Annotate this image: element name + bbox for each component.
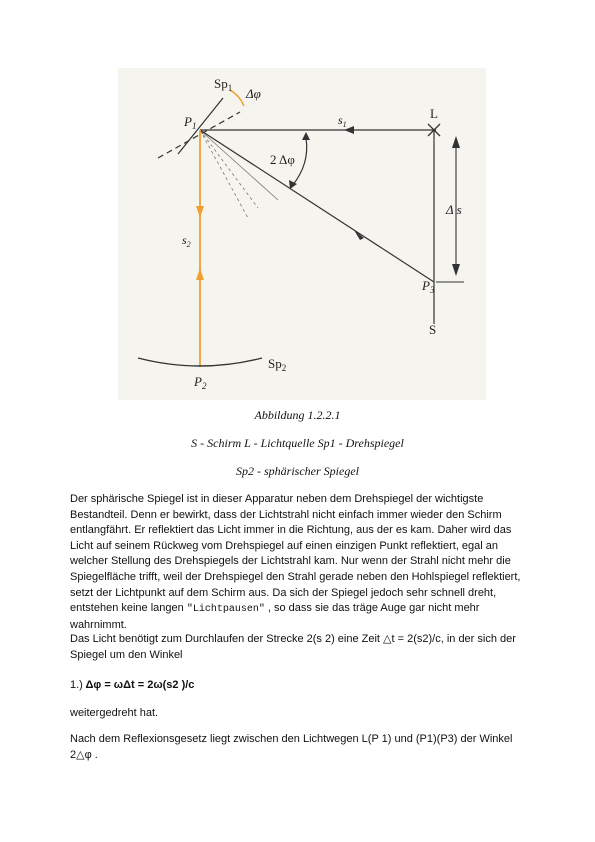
equation-1 xyxy=(70,678,530,694)
text-line: Nach dem Reflexionsgesetz liegt zwischen den Lichtwegen L(P 1) und (P1)(P3) der Winkel xyxy=(70,733,513,745)
label-sp1: $Sp_1$ xyxy=(214,76,233,93)
figure xyxy=(118,68,486,400)
text-line: 2△φ . xyxy=(70,748,98,761)
caption-title: Abbildung 1.2.2.1 xyxy=(254,408,341,422)
caption-legend-1: S - Schirm L - Lichtquelle Sp1 - Drehspiegel xyxy=(191,436,404,450)
label-dphi: Δφ xyxy=(246,86,261,101)
label-p1: $P_1$ xyxy=(184,114,197,131)
label-two-dphi: 2 Δφ xyxy=(270,152,295,167)
fan-ray xyxy=(200,130,248,218)
mirror-sp1-dashed xyxy=(158,112,240,158)
equation-number: 1.) xyxy=(70,679,83,691)
label-sp2: $Sp_2$ xyxy=(268,356,287,373)
label-delta-s: Δ s xyxy=(446,202,462,217)
label-p3: $P_3$ xyxy=(422,278,435,295)
text-line: Der sphärische Spiegel ist in dieser Apparatur neben dem Drehspiegel der wichtigste xyxy=(70,493,484,505)
text-line: setzt der Lichtpunkt auf dem Schirm aus. Da sich der Spiegel jedoch sehr schnell dreht, xyxy=(70,586,497,599)
fan-ray xyxy=(200,130,258,208)
text-line: entstehen keine langen "Lichtpausen" , so dass sie das träge Auge gar nicht mehr xyxy=(70,602,480,616)
equation: Δφ = ωΔt = 2ω(s2 )/c xyxy=(85,679,195,691)
text-line: welcher Stellung des Drehspiegels der Lichtstrahl kam. Nur wenn der Strahl nicht mehr die xyxy=(70,555,511,568)
arrow-down xyxy=(196,206,204,218)
caption-legend-2: Sp2 - sphärischer Spiegel xyxy=(236,464,359,478)
paragraph-3: weitergedreht hat. xyxy=(70,707,159,719)
paragraph-4 xyxy=(70,732,530,763)
label-p2: $P_2$ xyxy=(194,374,207,391)
arrow-up xyxy=(196,268,204,280)
paragraph-1 xyxy=(70,492,530,633)
text-line: Spiegel um den Winkel xyxy=(70,648,183,661)
lichtpausen-term: "Lichtpausen" xyxy=(186,604,265,616)
drehspiegel-diagram xyxy=(118,68,486,400)
paragraph-2 xyxy=(70,632,530,663)
text-line: Spiegelfläche trifft, weil der Drehspiegel den Strahl gerade neben den Hohlspiegel reflektiert, xyxy=(70,570,521,583)
text-line: Bestandteil. Denn er bewirkt, dass der Lichtstrahl nicht einfach immer wieder den Schirm xyxy=(70,508,502,521)
label-s2: $s_2$ xyxy=(182,233,191,249)
label-s1: $s_1$ xyxy=(338,113,347,129)
fan-ray xyxy=(200,130,278,200)
text-line: Licht auf seinem Rückweg vom Drehspiegel auf einen einzigen Punkt reflektiert, egal an xyxy=(70,539,499,552)
text-line: wahrnimmt. xyxy=(70,618,127,631)
text-line: entlangfährt. Er reflektiert das Licht immer in die Richtung, aus der es kam. Daher wird das xyxy=(70,524,512,537)
label-L: L xyxy=(430,106,438,121)
label-S: S xyxy=(429,322,437,337)
text-line: Das Licht benötigt zum Durchlaufen der Strecke 2(s 2) eine Zeit △t = 2(s2)/c, in der sich der xyxy=(70,633,516,645)
ray-p1-p3 xyxy=(200,130,434,282)
